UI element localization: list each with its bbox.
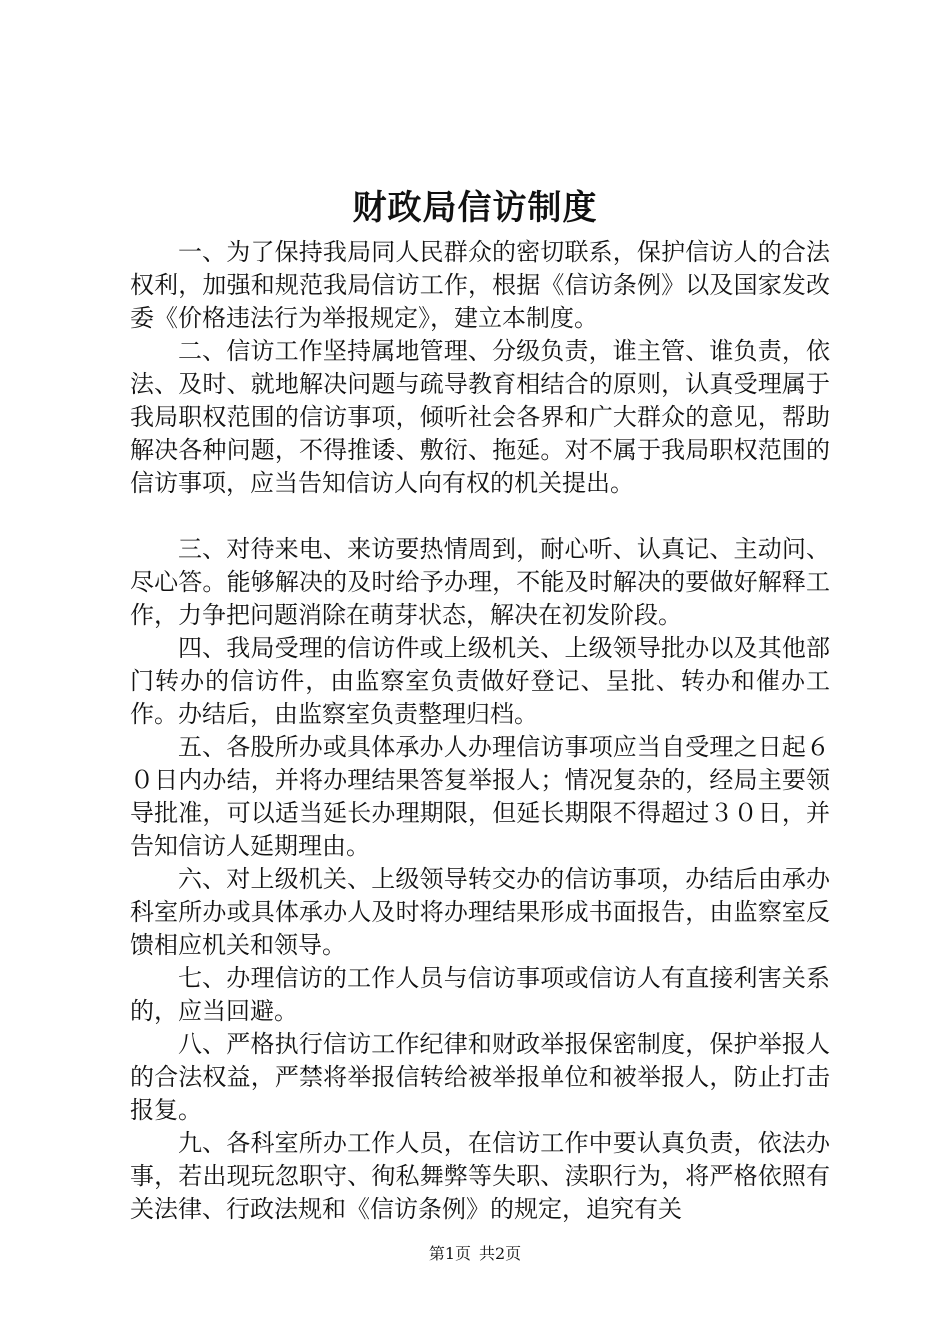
paragraph-1: 一、为了保持我局同人民群众的密切联系，保护信访人的合法权利，加强和规范我局信访工作，根据《信访条例》以及国家发改委《价格违法行为举报规定》，建立本制度。 [130, 238, 830, 332]
paragraph-5: 五、各股所办或具体承办人办理信访事项应当自受理之日起６０日内办结，并将办理结果答复举报人；情况复杂的，经局主要领导批准，可以适当延长办理期限，但延长期限不得超过３０日，并告知信访人延期理由。 [130, 733, 830, 860]
paragraph-6: 六、对上级机关、上级领导转交办的信访事项，办结后由承办科室所办或具体承办人及时将办理结果形成书面报告，由监察室反馈相应机关和领导。 [130, 865, 830, 959]
paragraph-4: 四、我局受理的信访件或上级机关、上级领导批办以及其他部门转办的信访件，由监察室负责做好登记、呈批、转办和催办工作。办结后，由监察室负责整理归档。 [130, 634, 830, 728]
paragraph-7: 七、办理信访的工作人员与信访事项或信访人有直接利害关系的，应当回避。 [130, 964, 830, 1025]
paragraph-9: 九、各科室所办工作人员，在信访工作中要认真负责，依法办事，若出现玩忽职守、徇私舞弊等失职、渎职行为，将严格依照有关法律、行政法规和《信访条例》的规定，追究有关 [130, 1129, 830, 1223]
paragraph-2: 二、信访工作坚持属地管理、分级负责，谁主管、谁负责，依法、及时、就地解决问题与疏导教育相结合的原则，认真受理属于我局职权范围的信访事项，倾听社会各界和广大群众的意见，帮助解决各种问题，不得推诿、敷衍、拖延。对不属于我局职权范围的信访事项，应当告知信访人向有权的机关提出。 [130, 337, 830, 497]
page-footer [0, 1242, 950, 1266]
document-body [130, 236, 830, 1226]
paragraph-3: 三、对待来电、来访要热情周到，耐心听、认真记、主动问、尽心答。能够解决的及时给予办理，不能及时解决的要做好解释工作，力争把问题消除在萌芽状态，解决在初发阶段。 [130, 535, 830, 629]
paragraph-8: 八、严格执行信访工作纪律和财政举报保密制度，保护举报人的合法权益，严禁将举报信转给被举报单位和被举报人，防止打击报复。 [130, 1030, 830, 1124]
document-title: 财政局信访制度 [352, 188, 598, 228]
page-number-total: 共2页 [479, 1244, 522, 1263]
page-number-current: 第1页 [428, 1244, 471, 1263]
